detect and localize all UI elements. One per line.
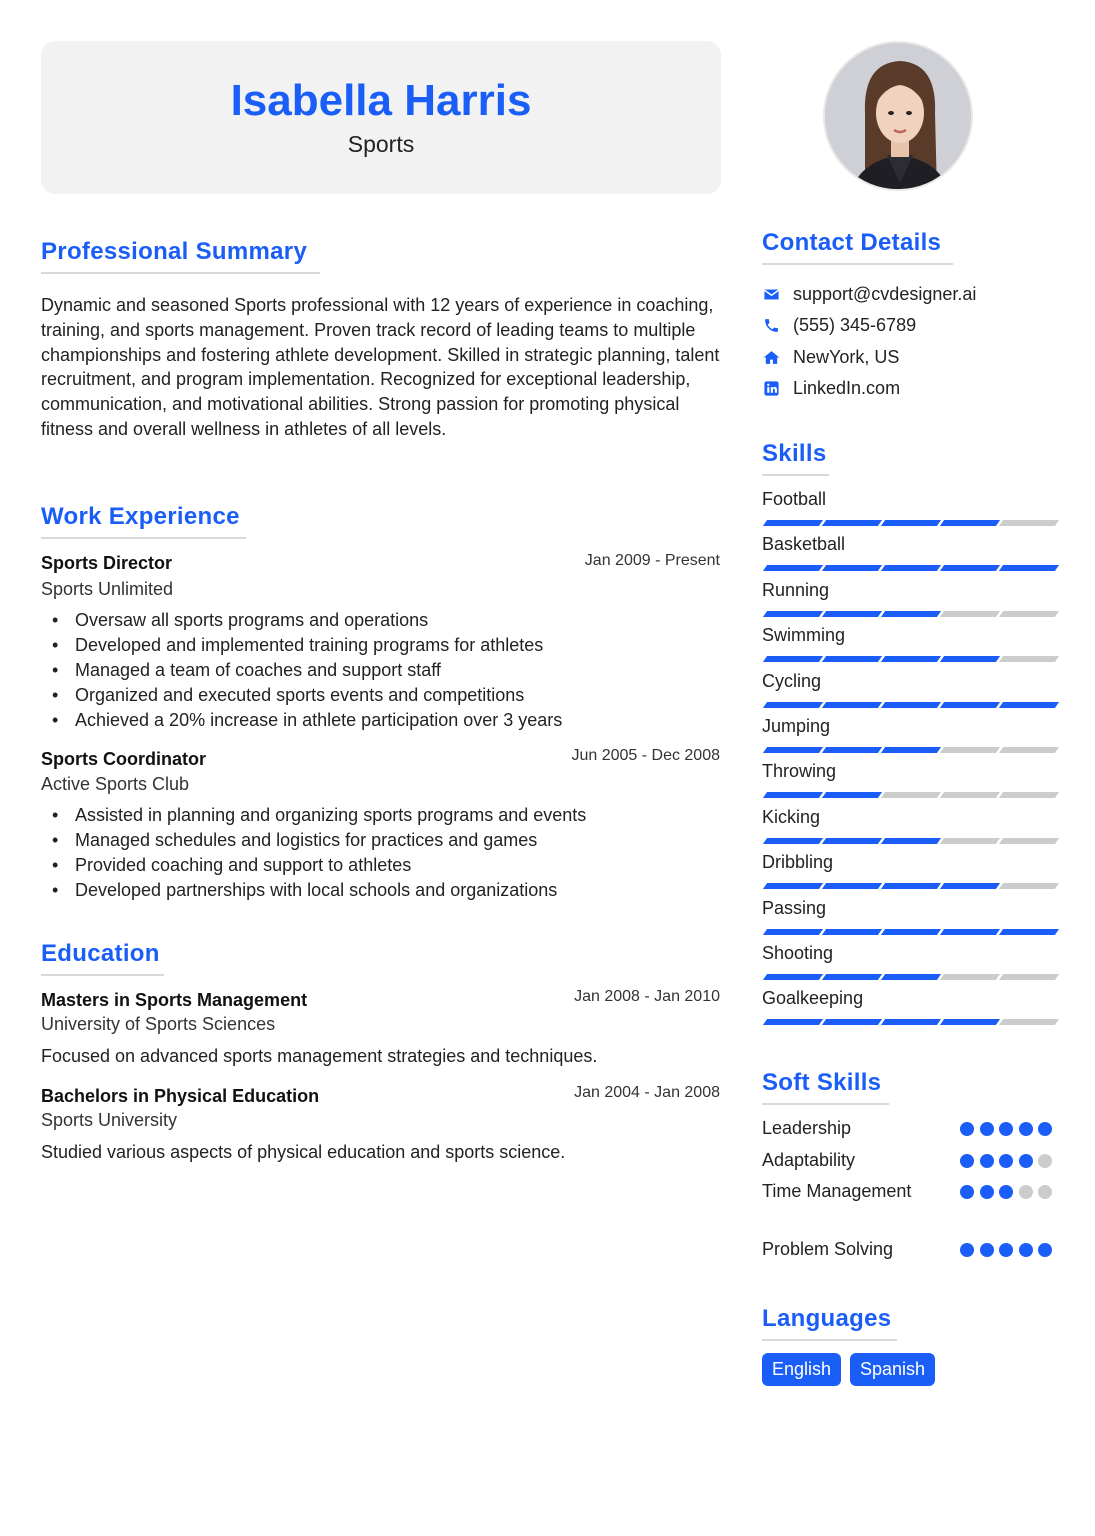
skill-level-bar bbox=[762, 656, 1052, 662]
skill-row bbox=[762, 943, 1052, 965]
skill-level-segment bbox=[881, 565, 941, 571]
skill-level-segment bbox=[999, 611, 1059, 617]
skill-level-segment bbox=[822, 883, 882, 889]
rating-dot bbox=[999, 1154, 1013, 1168]
skill-level-segment bbox=[763, 792, 823, 798]
skill-level-segment bbox=[822, 929, 882, 935]
skill-level-segment bbox=[940, 838, 1000, 844]
list-item: • Managed schedules and logistics for practices and games bbox=[41, 828, 721, 853]
phone-icon bbox=[762, 317, 780, 335]
contact-phone[interactable] bbox=[762, 315, 916, 336]
contact-location bbox=[762, 347, 899, 368]
skill-level-bar bbox=[762, 974, 1052, 980]
rating-dot bbox=[980, 1185, 994, 1199]
soft-skill-name: Time Management bbox=[762, 1181, 912, 1201]
contact-linkedin[interactable] bbox=[762, 378, 900, 399]
contact-phone-text: (555) 345-6789 bbox=[793, 315, 917, 335]
skill-level-segment bbox=[822, 747, 882, 753]
skill-level-segment bbox=[999, 929, 1059, 935]
skill-level-segment bbox=[940, 747, 1000, 753]
skill-level-segment bbox=[940, 1019, 1000, 1025]
section-title-languages: Languages bbox=[762, 1305, 897, 1341]
list-item: • Provided coaching and support to athletes bbox=[41, 853, 721, 878]
skill-level-segment bbox=[999, 520, 1059, 526]
job-dates: Jan 2009 - Present bbox=[584, 552, 720, 569]
skill-level-segment bbox=[940, 656, 1000, 662]
skill-row bbox=[762, 716, 1052, 738]
rating-dot bbox=[999, 1122, 1013, 1136]
list-item: • Developed partnerships with local schools and organizations bbox=[41, 878, 721, 903]
job-title: Sports Coordinator bbox=[41, 749, 206, 769]
job-dates: Jun 2005 - Dec 2008 bbox=[571, 747, 720, 764]
skill-level-segment bbox=[940, 565, 1000, 571]
rating-dot bbox=[960, 1154, 974, 1168]
skill-level-segment bbox=[999, 565, 1059, 571]
skill-level-segment bbox=[881, 611, 941, 617]
skill-level-segment bbox=[822, 702, 882, 708]
degree-title: Masters in Sports Management bbox=[41, 990, 308, 1010]
skill-row bbox=[762, 580, 1052, 602]
contact-location-text: NewYork, US bbox=[793, 347, 900, 367]
contact-email[interactable] bbox=[762, 284, 976, 305]
skill-level-bar bbox=[762, 883, 1052, 889]
skill-level-segment bbox=[881, 974, 941, 980]
skill-name: Jumping bbox=[762, 716, 831, 736]
skill-row bbox=[762, 852, 1052, 874]
skill-level-segment bbox=[822, 1019, 882, 1025]
list-item: • Organized and executed sports events and competitions bbox=[41, 683, 721, 708]
skill-name: Dribbling bbox=[762, 852, 834, 872]
rating-dot bbox=[1038, 1185, 1052, 1199]
skill-level-segment bbox=[940, 929, 1000, 935]
skill-level-segment bbox=[999, 656, 1059, 662]
skill-level-segment bbox=[881, 1019, 941, 1025]
skill-row bbox=[762, 625, 1052, 647]
skill-row bbox=[762, 898, 1052, 920]
skill-level-bar bbox=[762, 565, 1052, 571]
soft-skill-row bbox=[762, 1239, 1052, 1260]
skill-level-segment bbox=[763, 883, 823, 889]
skill-level-bar bbox=[762, 611, 1052, 617]
soft-skill-rating bbox=[960, 1185, 1052, 1199]
section-title-contact: Contact Details bbox=[762, 229, 953, 265]
rating-dot bbox=[980, 1122, 994, 1136]
job-title: Sports Director bbox=[41, 553, 173, 573]
list-item: • Oversaw all sports programs and operations bbox=[41, 608, 721, 633]
skill-level-segment bbox=[881, 520, 941, 526]
contact-email-text: support@cvdesigner.ai bbox=[793, 284, 977, 304]
rating-dot bbox=[980, 1243, 994, 1257]
skill-row bbox=[762, 807, 1052, 829]
job-org: Active Sports Club bbox=[41, 774, 190, 794]
skill-level-segment bbox=[763, 611, 823, 617]
skill-name: Running bbox=[762, 580, 830, 600]
list-item: • Managed a team of coaches and support staff bbox=[41, 658, 721, 683]
skill-level-segment bbox=[940, 883, 1000, 889]
list-item: • Developed and implemented training programs for athletes bbox=[41, 633, 721, 658]
skill-level-segment bbox=[763, 929, 823, 935]
skill-row bbox=[762, 988, 1052, 1010]
soft-skill-rating bbox=[960, 1243, 1052, 1257]
rating-dot bbox=[1038, 1122, 1052, 1136]
skill-level-segment bbox=[999, 838, 1059, 844]
skill-level-segment bbox=[763, 520, 823, 526]
soft-skill-name: Adaptability bbox=[762, 1150, 856, 1170]
skill-level-segment bbox=[999, 974, 1059, 980]
skill-level-segment bbox=[822, 792, 882, 798]
skill-name: Football bbox=[762, 489, 827, 509]
skill-level-segment bbox=[881, 747, 941, 753]
section-title-summary: Professional Summary bbox=[41, 238, 320, 274]
skill-level-segment bbox=[881, 702, 941, 708]
skill-level-segment bbox=[822, 656, 882, 662]
skill-row bbox=[762, 671, 1052, 693]
rating-dot bbox=[999, 1243, 1013, 1257]
skill-level-bar bbox=[762, 520, 1052, 526]
rating-dot bbox=[999, 1185, 1013, 1199]
school-name: University of Sports Sciences bbox=[41, 1014, 276, 1034]
skill-level-segment bbox=[822, 838, 882, 844]
skill-name: Basketball bbox=[762, 534, 846, 554]
education-description: Focused on advanced sports management strategies and techniques. bbox=[41, 1046, 598, 1066]
skill-level-segment bbox=[999, 792, 1059, 798]
skill-level-segment bbox=[940, 792, 1000, 798]
skill-name: Shooting bbox=[762, 943, 834, 963]
section-title-education: Education bbox=[41, 940, 164, 976]
skill-level-segment bbox=[999, 747, 1059, 753]
contact-linkedin-text: LinkedIn.com bbox=[793, 378, 901, 398]
job-bullets bbox=[41, 608, 721, 733]
profile-photo bbox=[823, 41, 973, 191]
skill-row bbox=[762, 489, 1052, 511]
section-title-experience: Work Experience bbox=[41, 503, 246, 539]
skill-level-bar bbox=[762, 792, 1052, 798]
skill-name: Goalkeeping bbox=[762, 988, 864, 1008]
header-card bbox=[41, 41, 721, 194]
education-dates: Jan 2004 - Jan 2008 bbox=[574, 1084, 720, 1101]
rating-dot bbox=[960, 1243, 974, 1257]
skill-name: Throwing bbox=[762, 761, 837, 781]
skill-level-segment bbox=[763, 1019, 823, 1025]
skill-name: Passing bbox=[762, 898, 827, 918]
skill-level-bar bbox=[762, 838, 1052, 844]
skill-level-segment bbox=[940, 520, 1000, 526]
skill-level-segment bbox=[940, 611, 1000, 617]
degree-title: Bachelors in Physical Education bbox=[41, 1086, 320, 1106]
skill-level-bar bbox=[762, 1019, 1052, 1025]
skill-level-segment bbox=[822, 520, 882, 526]
section-title-soft-skills: Soft Skills bbox=[762, 1069, 889, 1105]
education-dates: Jan 2008 - Jan 2010 bbox=[574, 988, 720, 1005]
skill-level-segment bbox=[763, 565, 823, 571]
soft-skill-name: Problem Solving bbox=[762, 1239, 894, 1259]
skill-level-segment bbox=[881, 656, 941, 662]
skill-level-segment bbox=[822, 974, 882, 980]
job-bullets bbox=[41, 803, 721, 903]
candidate-name: Isabella Harris bbox=[230, 76, 532, 125]
portrait-illustration bbox=[825, 43, 973, 191]
job-org: Sports Unlimited bbox=[41, 579, 174, 599]
list-item: • Achieved a 20% increase in athlete participation over 3 years bbox=[41, 708, 721, 733]
skill-level-segment bbox=[822, 565, 882, 571]
skill-level-segment bbox=[940, 974, 1000, 980]
skill-level-segment bbox=[881, 838, 941, 844]
skill-row bbox=[762, 534, 1052, 556]
candidate-role: Sports bbox=[347, 131, 415, 157]
school-name: Sports University bbox=[41, 1110, 178, 1130]
rating-dot bbox=[1019, 1154, 1033, 1168]
language-badge: Spanish bbox=[850, 1353, 935, 1386]
soft-skill-row bbox=[762, 1150, 1052, 1171]
skill-level-segment bbox=[763, 702, 823, 708]
rating-dot bbox=[960, 1122, 974, 1136]
home-icon bbox=[762, 349, 780, 367]
rating-dot bbox=[1038, 1243, 1052, 1257]
skill-level-segment bbox=[763, 838, 823, 844]
skill-level-segment bbox=[881, 929, 941, 935]
rating-dot bbox=[1019, 1122, 1033, 1136]
skill-level-segment bbox=[999, 1019, 1059, 1025]
skill-level-segment bbox=[763, 974, 823, 980]
rating-dot bbox=[1019, 1185, 1033, 1199]
rating-dot bbox=[960, 1185, 974, 1199]
soft-skill-rating bbox=[960, 1154, 1052, 1168]
education-description: Studied various aspects of physical education and sports science. bbox=[41, 1142, 566, 1162]
skill-level-segment bbox=[763, 747, 823, 753]
skill-name: Swimming bbox=[762, 625, 846, 645]
skill-level-segment bbox=[881, 792, 941, 798]
skill-name: Cycling bbox=[762, 671, 822, 691]
skill-level-segment bbox=[999, 702, 1059, 708]
skill-level-bar bbox=[762, 702, 1052, 708]
language-badge: English bbox=[762, 1353, 841, 1386]
rating-dot bbox=[1038, 1154, 1052, 1168]
list-item: • Assisted in planning and organizing sports programs and events bbox=[41, 803, 721, 828]
section-title-skills: Skills bbox=[762, 440, 829, 476]
soft-skill-name: Leadership bbox=[762, 1118, 852, 1138]
rating-dot bbox=[1019, 1243, 1033, 1257]
skill-level-segment bbox=[940, 702, 1000, 708]
skill-level-bar bbox=[762, 747, 1052, 753]
skill-level-segment bbox=[881, 883, 941, 889]
summary-text: Dynamic and seasoned Sports professional with 12 years of experience in coaching, training, and sports management. Proven track record of leading teams to multiple championships and fostering athlete development. Skilled in strategic planning, talent recruitment, and program implementation. Recognized for exceptional leadership, communication, and motivational abilities. Strong passion for promoting physical fitness and overall wellness in athletes of all levels. bbox=[41, 295, 720, 439]
soft-skill-rating bbox=[960, 1122, 1052, 1136]
skill-level-segment bbox=[763, 656, 823, 662]
linkedin-icon bbox=[762, 380, 780, 398]
soft-skill-row bbox=[762, 1118, 1052, 1139]
rating-dot bbox=[980, 1154, 994, 1168]
skill-level-segment bbox=[822, 611, 882, 617]
envelope-icon bbox=[762, 286, 780, 304]
soft-skill-row bbox=[762, 1181, 1052, 1202]
skill-level-segment bbox=[999, 883, 1059, 889]
skill-row bbox=[762, 761, 1052, 783]
skill-name: Kicking bbox=[762, 807, 821, 827]
skill-level-bar bbox=[762, 929, 1052, 935]
